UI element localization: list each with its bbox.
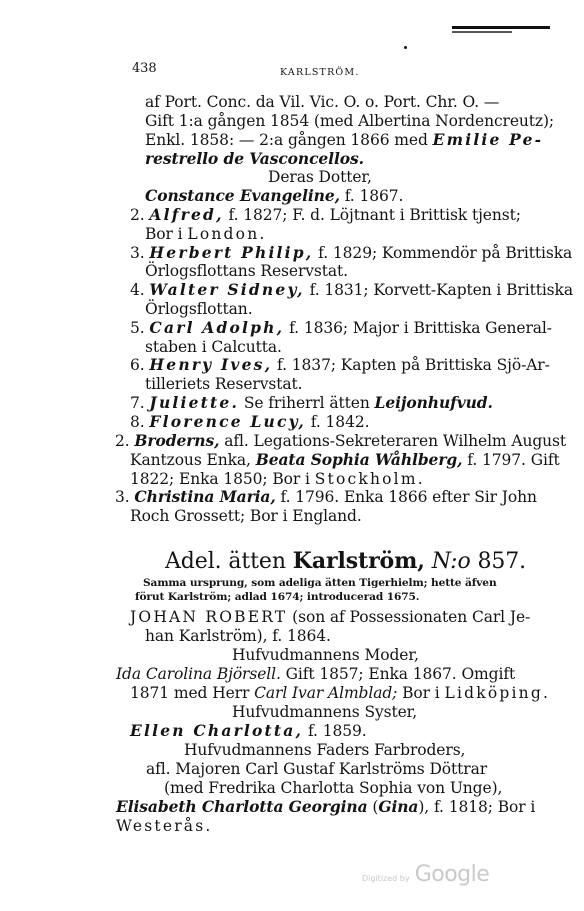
running-title: KARLSTRÖM.	[280, 67, 360, 78]
list-number: 6.	[130, 356, 145, 374]
text-span: afl. Legations-Sekreteraren Wilhelm August	[219, 432, 567, 450]
person-name: Beata Sophia Wåhlberg,	[255, 450, 463, 469]
google-logo: Google	[414, 862, 490, 887]
relation-term: Broderns,	[134, 431, 220, 450]
text-span: Se friherrl ätten	[239, 394, 375, 412]
text-line	[130, 451, 560, 469]
text-span: Bor i	[145, 225, 188, 243]
text-span: f. 1796. Enka 1866 efter Sir John	[275, 488, 537, 506]
subheading: Deras Dotter,	[268, 168, 372, 186]
text-line	[145, 187, 403, 205]
list-item	[115, 432, 566, 450]
text-span: f. 1829; Kommendör på Brittiska	[313, 244, 573, 262]
list-number: 3.	[115, 488, 130, 506]
subheading: Hufvudmannens Moder,	[232, 646, 419, 664]
text-span: Kantzous Enka,	[130, 451, 256, 469]
subheading: afl. Majoren Carl Gustaf Karlströms Döttrar	[146, 760, 488, 778]
list-number: 7.	[130, 394, 145, 412]
person-name: Constance Evangeline,	[145, 186, 340, 205]
text-line	[130, 470, 425, 488]
text-line: staben i Calcutta.	[145, 338, 282, 356]
google-watermark	[362, 862, 489, 887]
section-note: förut Karlström; adlad 1674; introducerad 1675.	[135, 591, 420, 603]
list-number: 3.	[130, 244, 145, 262]
text-span: Enkl. 1858: — 2:a gången 1866 med	[145, 131, 433, 149]
text-line	[130, 684, 550, 702]
text-line: Örlogsflottans Reservstat.	[145, 262, 348, 280]
person-name: Ellen Charlotta,	[130, 721, 304, 740]
subheading: Hufvudmannens Syster,	[232, 703, 418, 721]
person-name: Elisabeth Charlotta Georgina	[116, 797, 368, 816]
list-item	[130, 206, 521, 224]
person-name: Juliette.	[149, 393, 240, 412]
text-span: 1871 med Herr	[130, 684, 255, 702]
text-span: f. 1867.	[339, 187, 404, 205]
heading-number: 857.	[470, 549, 527, 574]
text-line: han Karlström), f. 1864.	[145, 627, 331, 645]
text-line	[130, 608, 530, 626]
person-name: Walter Sidney,	[149, 280, 305, 299]
person-name: restrello de Vasconcellos.	[145, 149, 364, 168]
text-span: 1822; Enka 1850; Bor i	[130, 470, 315, 488]
list-number: 4.	[130, 281, 145, 299]
page-number: 438	[132, 61, 157, 76]
person-name: JOHAN ROBERT	[130, 608, 288, 626]
list-number: 5.	[130, 319, 145, 337]
list-item	[130, 413, 369, 431]
person-name: Carl Adolph,	[149, 318, 285, 337]
nickname: Gina	[378, 797, 419, 816]
person-name: Herbert Philip,	[149, 243, 314, 262]
person-name: Florence Lucy,	[149, 412, 306, 431]
heading-number-label: N:o	[424, 549, 471, 574]
text-line: Örlogsflottan.	[145, 300, 253, 318]
ink-dot	[404, 46, 407, 49]
person-name: Christina Maria,	[134, 487, 276, 506]
list-item	[115, 488, 537, 506]
heading-prefix: Adel. ätten	[165, 549, 293, 574]
text-span: (son af Possessionaten Carl Je-	[287, 608, 531, 626]
person-name: Alfred,	[149, 205, 224, 224]
place-name: London.	[187, 225, 267, 243]
text-span: f. 1836; Major i Brittiska General-	[284, 319, 552, 337]
person-name: Carl Ivar Almblad;	[254, 684, 398, 702]
list-item	[130, 281, 573, 299]
list-item	[130, 394, 493, 412]
list-number: 8.	[130, 413, 145, 431]
text-line: tilleriets Reservstat.	[145, 375, 303, 393]
person-name: Ida Carolina Björsell.	[116, 665, 281, 683]
text-line	[145, 131, 543, 149]
text-span: f. 1831; Korvett-Kapten i Brittiska	[304, 281, 573, 299]
digitized-label: Digitized by	[362, 874, 410, 883]
section-heading	[165, 548, 526, 575]
family-name: Karlström,	[292, 548, 425, 574]
list-item	[130, 319, 552, 337]
text-span: Bor i	[397, 684, 445, 702]
text-line: Gift 1:a gången 1854 (med Albertina Nordencreutz);	[145, 112, 555, 130]
text-line	[116, 798, 535, 816]
text-span: ), f. 1818; Bor i	[418, 798, 536, 816]
place-name: Lidköping.	[444, 684, 551, 702]
family-name: Leijonhufvud.	[374, 393, 493, 412]
ink-stamp-mark	[452, 26, 550, 29]
person-name: Emilie Pe-	[432, 130, 544, 149]
subheading: (med Fredrika Charlotta Sophia von Unge),	[164, 779, 503, 797]
text-span: f. 1827; F. d. Löjtnant i Brittisk tjenst;	[223, 206, 521, 224]
list-number: 2.	[130, 206, 145, 224]
list-item	[130, 244, 572, 262]
text-line	[116, 665, 515, 683]
list-number: 2.	[115, 432, 130, 450]
list-item	[130, 356, 550, 374]
subheading: Hufvudmannens Faders Farbroders,	[184, 741, 466, 759]
text-line: af Port. Conc. da Vil. Vic. O. o. Port. Chr. O. —	[145, 93, 500, 111]
text-span: f. 1797. Gift	[462, 451, 560, 469]
text-line: Roch Grossett; Bor i England.	[130, 507, 362, 525]
text-span: f. 1842.	[305, 413, 370, 431]
place-name: Stockholm.	[314, 470, 425, 488]
text-span: f. 1859.	[303, 722, 367, 740]
ink-stamp-mark	[452, 31, 512, 33]
text-span: Gift 1857; Enka 1867. Omgift	[280, 665, 516, 683]
place-name: Westerås.	[116, 817, 213, 835]
text-line	[145, 225, 267, 243]
text-line	[130, 722, 367, 740]
person-name: Henry Ives,	[149, 355, 273, 374]
text-span: f. 1837; Kapten på Brittiska Sjö-Ar-	[272, 356, 550, 374]
text-span: (	[367, 798, 379, 816]
section-note: Samma ursprung, som adeliga ätten Tigerhielm; hette äfven	[143, 577, 497, 589]
